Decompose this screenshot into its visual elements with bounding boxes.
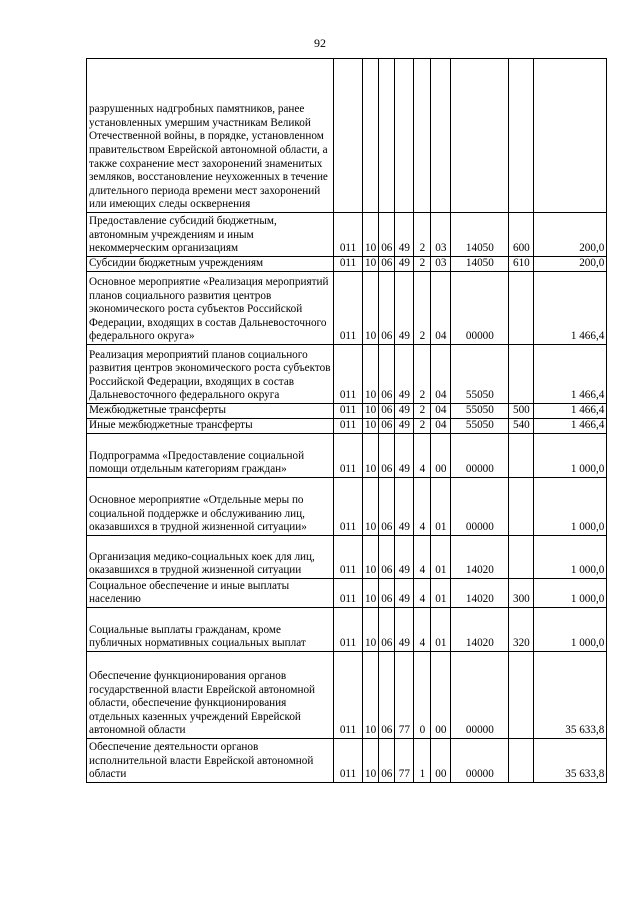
cell-program: 49 [395,257,414,272]
cell-subsection: 06 [379,419,395,434]
table-row [87,345,607,404]
cell-amount: 1 000,0 [534,536,607,579]
cell-subsection: 06 [379,608,395,652]
cell-ministry-code [334,59,363,213]
cell-name: Организация медико-социальных коек для лиц, оказавшихся в трудной жизненной ситуации [87,536,334,579]
cell-program: 49 [395,404,414,419]
cell-event: 01 [431,478,451,536]
cell-event [431,59,451,213]
cell-ministry-code: 011 [334,419,363,434]
page-number: 92 [314,36,326,50]
cell-direction: 14050 [451,213,509,257]
cell-amount: 1 000,0 [534,478,607,536]
cell-subprogram: 4 [414,434,431,478]
cell-subprogram [414,59,431,213]
table-row [87,257,607,272]
cell-subprogram: 2 [414,419,431,434]
cell-amount [534,59,607,213]
cell-name: Обеспечение деятельности органов исполнительной власти Еврейской автономной области [87,739,334,783]
cell-direction: 14050 [451,257,509,272]
cell-section: 10 [363,536,379,579]
cell-program: 49 [395,608,414,652]
cell-program: 49 [395,478,414,536]
cell-ministry-code: 011 [334,579,363,608]
cell-section: 10 [363,608,379,652]
cell-subprogram: 2 [414,272,431,345]
cell-program: 49 [395,536,414,579]
cell-expense-type [509,536,534,579]
table-row [87,419,607,434]
cell-section: 10 [363,419,379,434]
table-row [87,213,607,257]
cell-program: 77 [395,739,414,783]
cell-subsection: 06 [379,652,395,739]
cell-subsection: 06 [379,579,395,608]
cell-event: 04 [431,419,451,434]
cell-amount: 35 633,8 [534,652,607,739]
cell-section: 10 [363,739,379,783]
cell-section: 10 [363,345,379,404]
cell-event: 00 [431,652,451,739]
cell-ministry-code: 011 [334,608,363,652]
cell-event: 01 [431,608,451,652]
cell-subprogram: 2 [414,213,431,257]
cell-event: 04 [431,345,451,404]
budget-table [86,58,607,783]
cell-subsection: 06 [379,478,395,536]
cell-amount: 35 633,8 [534,739,607,783]
cell-subprogram: 1 [414,739,431,783]
cell-event: 00 [431,434,451,478]
cell-event: 04 [431,404,451,419]
cell-ministry-code: 011 [334,272,363,345]
cell-ministry-code: 011 [334,404,363,419]
cell-subsection: 06 [379,434,395,478]
cell-ministry-code: 011 [334,345,363,404]
table-row [87,579,607,608]
cell-name: Основное мероприятие «Отдельные меры по социальной поддержке и обслуживанию лиц, оказавшихся в трудной жизненной ситуации» [87,478,334,536]
cell-amount: 200,0 [534,257,607,272]
cell-event: 03 [431,213,451,257]
table-row [87,608,607,652]
cell-direction: 55050 [451,404,509,419]
cell-section: 10 [363,404,379,419]
cell-direction: 14020 [451,579,509,608]
cell-expense-type: 320 [509,608,534,652]
cell-ministry-code: 011 [334,434,363,478]
cell-ministry-code: 011 [334,739,363,783]
table-row [87,272,607,345]
cell-direction: 00000 [451,652,509,739]
cell-section: 10 [363,652,379,739]
table-row [87,404,607,419]
table-row [87,478,607,536]
cell-amount: 1 000,0 [534,608,607,652]
cell-ministry-code: 011 [334,652,363,739]
cell-expense-type: 300 [509,579,534,608]
cell-program: 49 [395,419,414,434]
cell-subsection: 06 [379,404,395,419]
cell-program [395,59,414,213]
cell-ministry-code: 011 [334,478,363,536]
cell-amount: 1 466,4 [534,345,607,404]
cell-name: Основное мероприятие «Реализация мероприятий планов социального развития центров экономического роста субъектов Российской Федерации, входящих в состав Дальневосточного федерального округа» [87,272,334,345]
cell-expense-type [509,652,534,739]
cell-subsection: 06 [379,257,395,272]
cell-program: 49 [395,579,414,608]
cell-expense-type [509,345,534,404]
cell-name: Субсидии бюджетным учреждениям [87,257,334,272]
cell-expense-type: 500 [509,404,534,419]
table-row [87,739,607,783]
cell-amount: 200,0 [534,213,607,257]
cell-event: 04 [431,272,451,345]
cell-expense-type: 610 [509,257,534,272]
cell-subsection: 06 [379,272,395,345]
cell-subsection [379,59,395,213]
cell-expense-type [509,739,534,783]
cell-subprogram: 4 [414,478,431,536]
cell-program: 49 [395,434,414,478]
cell-section: 10 [363,434,379,478]
cell-subprogram: 0 [414,652,431,739]
cell-amount: 1 466,4 [534,404,607,419]
cell-program: 49 [395,345,414,404]
cell-name: разрушенных надгробных памятников, ранее установленных умершим участникам Великой Отечественной войны, в порядке, установленном правительством Еврейской автономной области, а также сохранение мест захоронений знаменитых земляков, восстановление неухоженных в течение длительного периода времени мест захоронений или имеющих следы осквернения [87,59,334,213]
cell-subprogram: 4 [414,579,431,608]
cell-event: 01 [431,536,451,579]
cell-name: Подпрограмма «Предоставление социальной помощи отдельным категориям граждан» [87,434,334,478]
cell-direction: 00000 [451,739,509,783]
cell-direction [451,59,509,213]
cell-name: Обеспечение функционирования органов государственной власти Еврейской автономной области, обеспечение функционирования отдельных казенных учреждений Еврейской автономной области [87,652,334,739]
table-row [87,652,607,739]
cell-direction: 00000 [451,434,509,478]
cell-name: Социальное обеспечение и иные выплаты населению [87,579,334,608]
cell-expense-type [509,59,534,213]
cell-amount: 1 000,0 [534,579,607,608]
cell-expense-type [509,434,534,478]
cell-section: 10 [363,272,379,345]
cell-name: Иные межбюджетные трансферты [87,419,334,434]
cell-expense-type: 600 [509,213,534,257]
cell-subprogram: 4 [414,608,431,652]
table-row [87,59,607,213]
cell-subsection: 06 [379,739,395,783]
cell-direction: 00000 [451,272,509,345]
cell-name: Реализация мероприятий планов социального развития центров экономического роста субъектов Российской Федерации, входящих в состав Дальневосточного федерального округа [87,345,334,404]
cell-amount: 1 466,4 [534,419,607,434]
cell-subprogram: 4 [414,536,431,579]
cell-name: Межбюджетные трансферты [87,404,334,419]
cell-direction: 14020 [451,536,509,579]
cell-program: 77 [395,652,414,739]
cell-expense-type [509,478,534,536]
cell-ministry-code: 011 [334,213,363,257]
cell-direction: 00000 [451,478,509,536]
cell-direction: 55050 [451,345,509,404]
cell-subprogram: 2 [414,257,431,272]
cell-event: 01 [431,579,451,608]
table-row [87,434,607,478]
cell-event: 00 [431,739,451,783]
cell-subsection: 06 [379,536,395,579]
cell-direction: 14020 [451,608,509,652]
table-row [87,536,607,579]
cell-ministry-code: 011 [334,257,363,272]
cell-subsection: 06 [379,345,395,404]
cell-subprogram: 2 [414,345,431,404]
cell-subprogram: 2 [414,404,431,419]
cell-section [363,59,379,213]
cell-name: Социальные выплаты гражданам, кроме публичных нормативных социальных выплат [87,608,334,652]
cell-program: 49 [395,213,414,257]
cell-section: 10 [363,579,379,608]
cell-amount: 1 466,4 [534,272,607,345]
cell-section: 10 [363,478,379,536]
cell-name: Предоставление субсидий бюджетным, автономным учреждениям и иным некоммерческим организациям [87,213,334,257]
cell-expense-type: 540 [509,419,534,434]
cell-section: 10 [363,257,379,272]
cell-ministry-code: 011 [334,536,363,579]
cell-expense-type [509,272,534,345]
cell-amount: 1 000,0 [534,434,607,478]
cell-program: 49 [395,272,414,345]
cell-direction: 55050 [451,419,509,434]
cell-event: 03 [431,257,451,272]
cell-section: 10 [363,213,379,257]
cell-subsection: 06 [379,213,395,257]
